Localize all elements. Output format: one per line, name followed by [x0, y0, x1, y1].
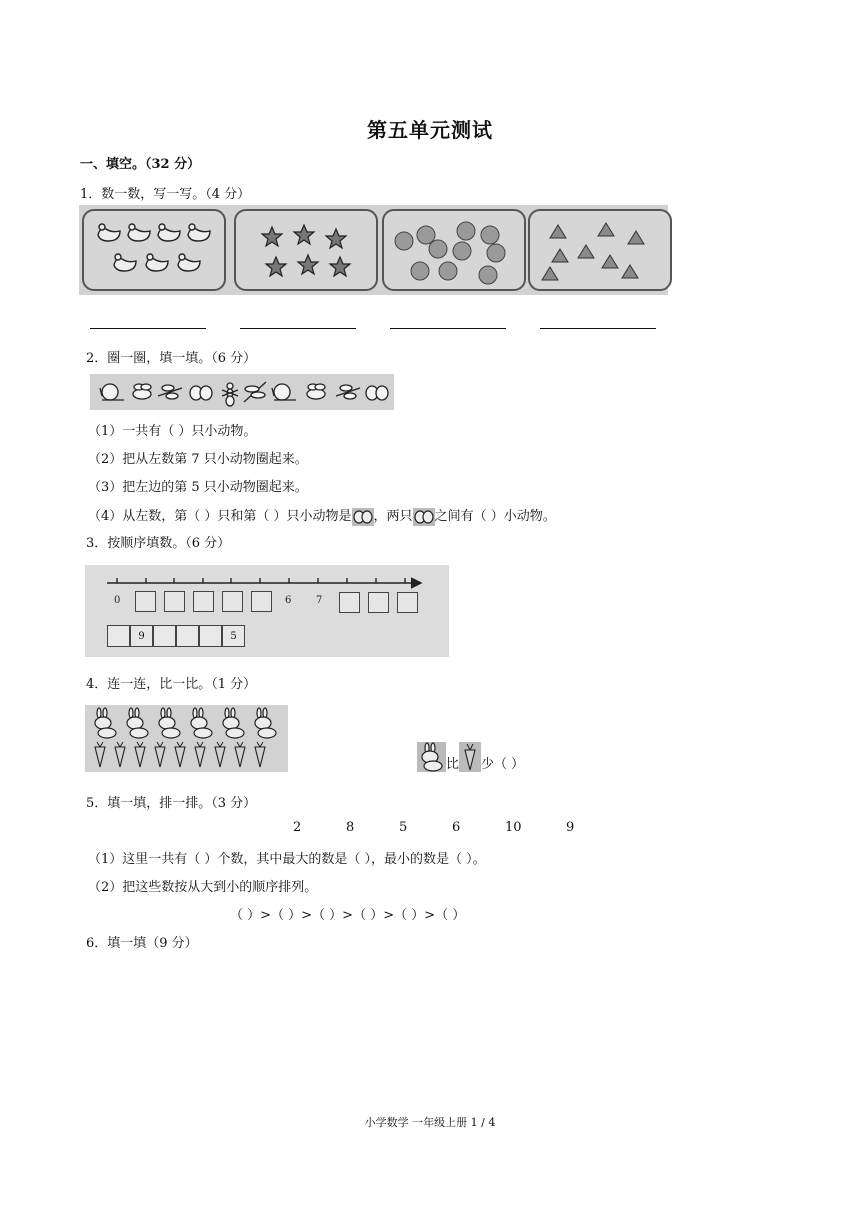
q5-order-sequence: （ ）>（ ）>（ ）>（ ）>（ ）>（ ） — [230, 908, 466, 923]
number-item: 5 — [399, 820, 408, 835]
compare-text-end: 少（ ） — [481, 757, 525, 772]
number-item: 9 — [566, 820, 575, 835]
number-line-blank[interactable] — [339, 592, 360, 613]
number-line-label-7: 7 — [316, 595, 323, 606]
page-title: 第五单元测试 — [367, 118, 493, 142]
q2-item-1: （1）一共有（ ）只小动物。 — [88, 424, 257, 439]
q2-item-4-part3: 之间有（ ）小动物。 — [434, 509, 556, 524]
number-item: 6 — [452, 820, 461, 835]
number-line-blank[interactable] — [135, 591, 156, 612]
star-group-box — [234, 209, 378, 291]
triangle-group-box — [528, 209, 672, 291]
sequence-table — [107, 625, 249, 647]
rabbit-carrot-compare — [417, 742, 524, 772]
duck-group-box — [82, 209, 226, 291]
number-line-blank[interactable] — [397, 592, 418, 613]
q2-item-4-part1: （4）从左数，第（ ）只和第（ ）只小动物是 — [88, 509, 352, 524]
answer-blank-stars[interactable] — [240, 328, 356, 329]
q5-item-2: （2）把这些数按从大到小的顺序排列。 — [88, 880, 318, 895]
question-5-label: 5．填一填，排一排。（3 分） — [86, 796, 257, 811]
star-group-icon — [236, 211, 376, 289]
carrot-icon — [459, 742, 481, 772]
question-1-label: 1．数一数，写一写。（4 分） — [80, 187, 251, 202]
question-6-label: 6．填一填（9 分） — [86, 936, 198, 951]
animal-row-icon — [90, 374, 394, 410]
butterfly-icon — [352, 508, 374, 526]
number-line-blank[interactable] — [368, 592, 389, 613]
number-item: 8 — [346, 820, 355, 835]
rabbit-icon — [417, 742, 446, 772]
number-line-label-6: 6 — [285, 595, 292, 606]
number-line-picture — [85, 565, 449, 657]
number-line-blank[interactable] — [193, 591, 214, 612]
number-line-blank[interactable] — [222, 591, 243, 612]
circle-group-icon — [384, 211, 524, 289]
sequence-cell[interactable] — [153, 625, 176, 647]
compare-text-mid: 比 — [446, 757, 460, 772]
q1-picture-panel — [79, 205, 668, 295]
sequence-cell[interactable] — [107, 625, 130, 647]
sequence-cell[interactable]: 5 — [222, 625, 245, 647]
sequence-cell[interactable] — [176, 625, 199, 647]
q5-item-1: （1）这里一共有（ ）个数，其中最大的数是（ ），最小的数是（ ）。 — [88, 852, 486, 867]
q2-item-4 — [88, 505, 556, 526]
circle-group-box — [382, 209, 526, 291]
section-heading-fill-in: 一、填空。（32 分） — [80, 157, 201, 172]
duck-group-icon — [84, 211, 224, 289]
sequence-cell[interactable] — [199, 625, 222, 647]
q2-item-3: （3）把左边的第 5 只小动物圈起来。 — [88, 480, 308, 495]
butterfly-icon — [413, 508, 435, 526]
q2-item-2: （2）把从左数第 7 只小动物圈起来。 — [88, 452, 308, 467]
rabbit-carrot-picture — [85, 705, 288, 772]
sequence-cell[interactable]: 9 — [130, 625, 153, 647]
answer-blank-triangles[interactable] — [540, 328, 656, 329]
question-3-label: 3．按顺序填数。（6 分） — [86, 536, 231, 551]
page-footer: 小学数学 一年级上册 1 / 4 — [364, 1116, 496, 1129]
triangle-group-icon — [530, 211, 670, 289]
q2-item-4-part2: ，两只 — [373, 509, 413, 524]
number-line-label-0: 0 — [114, 595, 121, 606]
number-item: 2 — [293, 820, 302, 835]
answer-blank-circles[interactable] — [390, 328, 506, 329]
number-line-blank[interactable] — [164, 591, 185, 612]
animal-row-picture — [90, 374, 394, 410]
rabbit-carrot-icon — [85, 705, 288, 772]
answer-blank-ducks[interactable] — [90, 328, 206, 329]
number-line-blank[interactable] — [251, 591, 272, 612]
question-4-label: 4．连一连，比一比。（1 分） — [86, 677, 257, 692]
question-2-label: 2．圈一圈，填一填。（6 分） — [86, 351, 257, 366]
number-item: 10 — [505, 820, 522, 835]
